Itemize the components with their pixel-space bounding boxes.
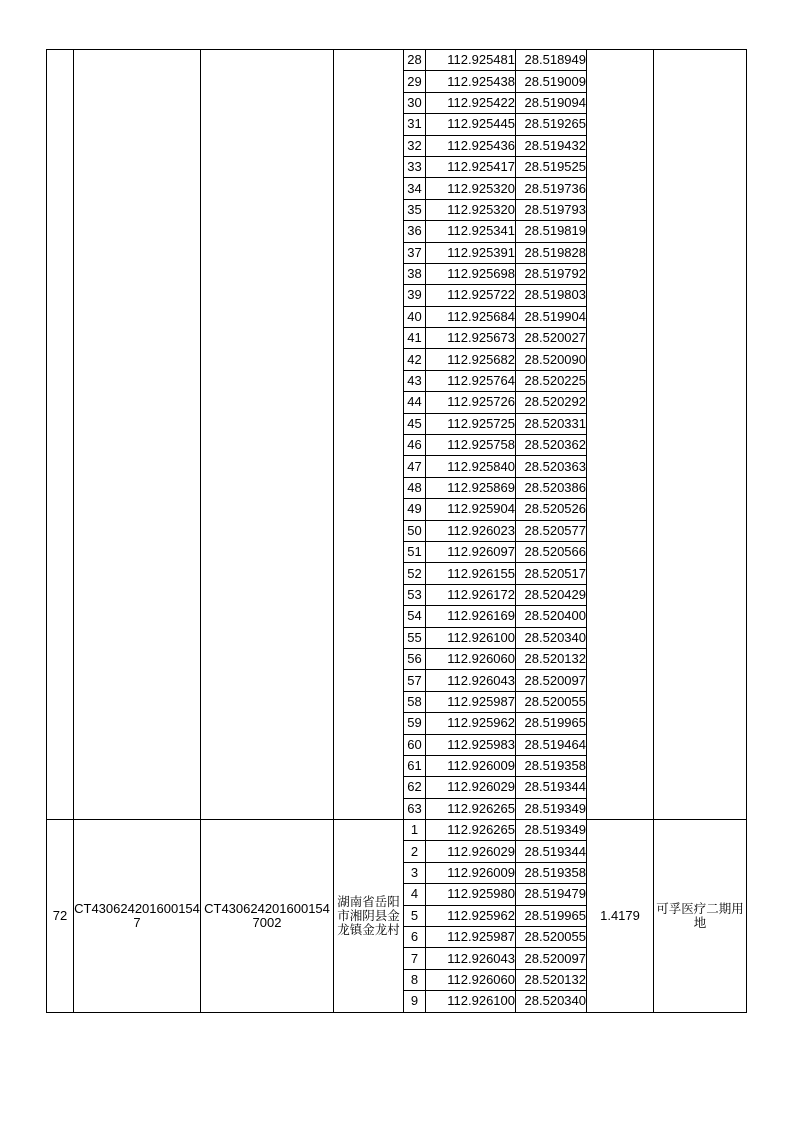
point-index: 50 xyxy=(404,520,426,541)
point-x: 112.925764 xyxy=(426,370,516,391)
point-y: 28.519828 xyxy=(516,242,587,263)
point-y: 28.520225 xyxy=(516,370,587,391)
point-y: 28.520340 xyxy=(516,627,587,648)
table-row xyxy=(47,50,747,71)
point-index: 4 xyxy=(404,884,426,905)
point-index: 29 xyxy=(404,71,426,92)
point-y: 28.520517 xyxy=(516,563,587,584)
point-y: 28.520331 xyxy=(516,413,587,434)
point-y: 28.520055 xyxy=(516,927,587,948)
point-x: 112.926169 xyxy=(426,606,516,627)
point-y: 28.519344 xyxy=(516,841,587,862)
point-y: 28.519965 xyxy=(516,713,587,734)
point-y: 28.519464 xyxy=(516,734,587,755)
point-y: 28.519736 xyxy=(516,178,587,199)
point-x: 112.925980 xyxy=(426,884,516,905)
point-x: 112.925726 xyxy=(426,392,516,413)
point-y: 28.520386 xyxy=(516,477,587,498)
point-index: 6 xyxy=(404,927,426,948)
point-index: 32 xyxy=(404,135,426,156)
sub-code-cell: CT4306242016001547002 xyxy=(201,820,334,1013)
point-x: 112.926155 xyxy=(426,563,516,584)
point-x: 112.926009 xyxy=(426,862,516,883)
point-index: 61 xyxy=(404,755,426,776)
point-y: 28.520097 xyxy=(516,948,587,969)
point-x: 112.925320 xyxy=(426,199,516,220)
point-y: 28.519479 xyxy=(516,884,587,905)
parcel-code-cell xyxy=(74,50,201,820)
point-y: 28.519265 xyxy=(516,114,587,135)
point-index: 48 xyxy=(404,477,426,498)
point-y: 28.519904 xyxy=(516,306,587,327)
coordinate-table xyxy=(46,49,747,1013)
point-index: 3 xyxy=(404,862,426,883)
point-x: 112.925983 xyxy=(426,734,516,755)
sub-code-cell xyxy=(201,50,334,820)
point-y: 28.520090 xyxy=(516,349,587,370)
point-y: 28.520362 xyxy=(516,435,587,456)
point-y: 28.520429 xyxy=(516,584,587,605)
point-x: 112.925682 xyxy=(426,349,516,370)
point-y: 28.520132 xyxy=(516,648,587,669)
point-index: 53 xyxy=(404,584,426,605)
location-cell xyxy=(334,50,404,820)
point-x: 112.926060 xyxy=(426,648,516,669)
point-index: 45 xyxy=(404,413,426,434)
point-x: 112.926029 xyxy=(426,777,516,798)
location-cell: 湖南省岳阳市湘阴县金龙镇金龙村 xyxy=(334,820,404,1013)
point-y: 28.519358 xyxy=(516,755,587,776)
point-x: 112.925436 xyxy=(426,135,516,156)
point-index: 9 xyxy=(404,991,426,1012)
point-y: 28.519009 xyxy=(516,71,587,92)
point-y: 28.520363 xyxy=(516,456,587,477)
point-y: 28.519803 xyxy=(516,285,587,306)
point-index: 43 xyxy=(404,370,426,391)
point-y: 28.519358 xyxy=(516,862,587,883)
point-y: 28.520526 xyxy=(516,499,587,520)
point-x: 112.925481 xyxy=(426,50,516,71)
point-x: 112.926265 xyxy=(426,798,516,819)
point-x: 112.925341 xyxy=(426,221,516,242)
point-x: 112.926100 xyxy=(426,627,516,648)
point-index: 5 xyxy=(404,905,426,926)
point-y: 28.520566 xyxy=(516,541,587,562)
point-y: 28.519349 xyxy=(516,798,587,819)
point-x: 112.925725 xyxy=(426,413,516,434)
point-index: 28 xyxy=(404,50,426,71)
point-index: 38 xyxy=(404,263,426,284)
point-y: 28.520097 xyxy=(516,670,587,691)
point-y: 28.518949 xyxy=(516,50,587,71)
point-x: 112.925320 xyxy=(426,178,516,199)
point-index: 63 xyxy=(404,798,426,819)
record-no-cell xyxy=(47,50,74,820)
point-x: 112.925722 xyxy=(426,285,516,306)
purpose-cell: 可孚医疗二期用地 xyxy=(654,820,747,1013)
point-index: 30 xyxy=(404,92,426,113)
point-x: 112.925445 xyxy=(426,114,516,135)
area-cell: 1.4179 xyxy=(587,820,654,1013)
point-x: 112.925684 xyxy=(426,306,516,327)
point-y: 28.519793 xyxy=(516,199,587,220)
point-y: 28.520027 xyxy=(516,328,587,349)
point-index: 44 xyxy=(404,392,426,413)
point-x: 112.926097 xyxy=(426,541,516,562)
point-index: 58 xyxy=(404,691,426,712)
point-index: 54 xyxy=(404,606,426,627)
point-index: 8 xyxy=(404,969,426,990)
point-index: 60 xyxy=(404,734,426,755)
point-y: 28.519819 xyxy=(516,221,587,242)
point-y: 28.519432 xyxy=(516,135,587,156)
point-x: 112.926029 xyxy=(426,841,516,862)
point-x: 112.925962 xyxy=(426,905,516,926)
point-y: 28.519344 xyxy=(516,777,587,798)
parcel-code-cell: CT4306242016001547 xyxy=(74,820,201,1013)
area-cell xyxy=(587,50,654,820)
point-x: 112.925987 xyxy=(426,691,516,712)
point-index: 7 xyxy=(404,948,426,969)
point-index: 47 xyxy=(404,456,426,477)
point-x: 112.926043 xyxy=(426,948,516,969)
point-index: 62 xyxy=(404,777,426,798)
point-index: 40 xyxy=(404,306,426,327)
point-x: 112.925698 xyxy=(426,263,516,284)
point-index: 35 xyxy=(404,199,426,220)
point-x: 112.925422 xyxy=(426,92,516,113)
point-index: 34 xyxy=(404,178,426,199)
point-x: 112.925438 xyxy=(426,71,516,92)
point-x: 112.925673 xyxy=(426,328,516,349)
point-y: 28.519965 xyxy=(516,905,587,926)
point-x: 112.925758 xyxy=(426,435,516,456)
point-index: 51 xyxy=(404,541,426,562)
point-index: 52 xyxy=(404,563,426,584)
point-y: 28.519094 xyxy=(516,92,587,113)
point-x: 112.925840 xyxy=(426,456,516,477)
point-x: 112.925904 xyxy=(426,499,516,520)
point-y: 28.520340 xyxy=(516,991,587,1012)
point-y: 28.520132 xyxy=(516,969,587,990)
point-index: 31 xyxy=(404,114,426,135)
point-y: 28.519349 xyxy=(516,820,587,841)
point-index: 42 xyxy=(404,349,426,370)
point-index: 59 xyxy=(404,713,426,734)
point-index: 33 xyxy=(404,156,426,177)
point-x: 112.925417 xyxy=(426,156,516,177)
point-x: 112.926060 xyxy=(426,969,516,990)
point-index: 39 xyxy=(404,285,426,306)
point-index: 41 xyxy=(404,328,426,349)
point-y: 28.520577 xyxy=(516,520,587,541)
point-x: 112.926265 xyxy=(426,820,516,841)
point-y: 28.519792 xyxy=(516,263,587,284)
point-index: 1 xyxy=(404,820,426,841)
record-no-cell: 72 xyxy=(47,820,74,1013)
point-index: 55 xyxy=(404,627,426,648)
point-x: 112.926043 xyxy=(426,670,516,691)
point-index: 37 xyxy=(404,242,426,263)
point-index: 57 xyxy=(404,670,426,691)
point-y: 28.519525 xyxy=(516,156,587,177)
point-x: 112.925987 xyxy=(426,927,516,948)
point-x: 112.926023 xyxy=(426,520,516,541)
table-row xyxy=(47,820,747,841)
point-x: 112.926172 xyxy=(426,584,516,605)
point-x: 112.925962 xyxy=(426,713,516,734)
point-index: 36 xyxy=(404,221,426,242)
point-y: 28.520292 xyxy=(516,392,587,413)
point-x: 112.926009 xyxy=(426,755,516,776)
point-x: 112.925869 xyxy=(426,477,516,498)
purpose-cell xyxy=(654,50,747,820)
point-y: 28.520055 xyxy=(516,691,587,712)
point-index: 46 xyxy=(404,435,426,456)
point-index: 49 xyxy=(404,499,426,520)
point-y: 28.520400 xyxy=(516,606,587,627)
point-index: 2 xyxy=(404,841,426,862)
point-x: 112.925391 xyxy=(426,242,516,263)
point-index: 56 xyxy=(404,648,426,669)
point-x: 112.926100 xyxy=(426,991,516,1012)
